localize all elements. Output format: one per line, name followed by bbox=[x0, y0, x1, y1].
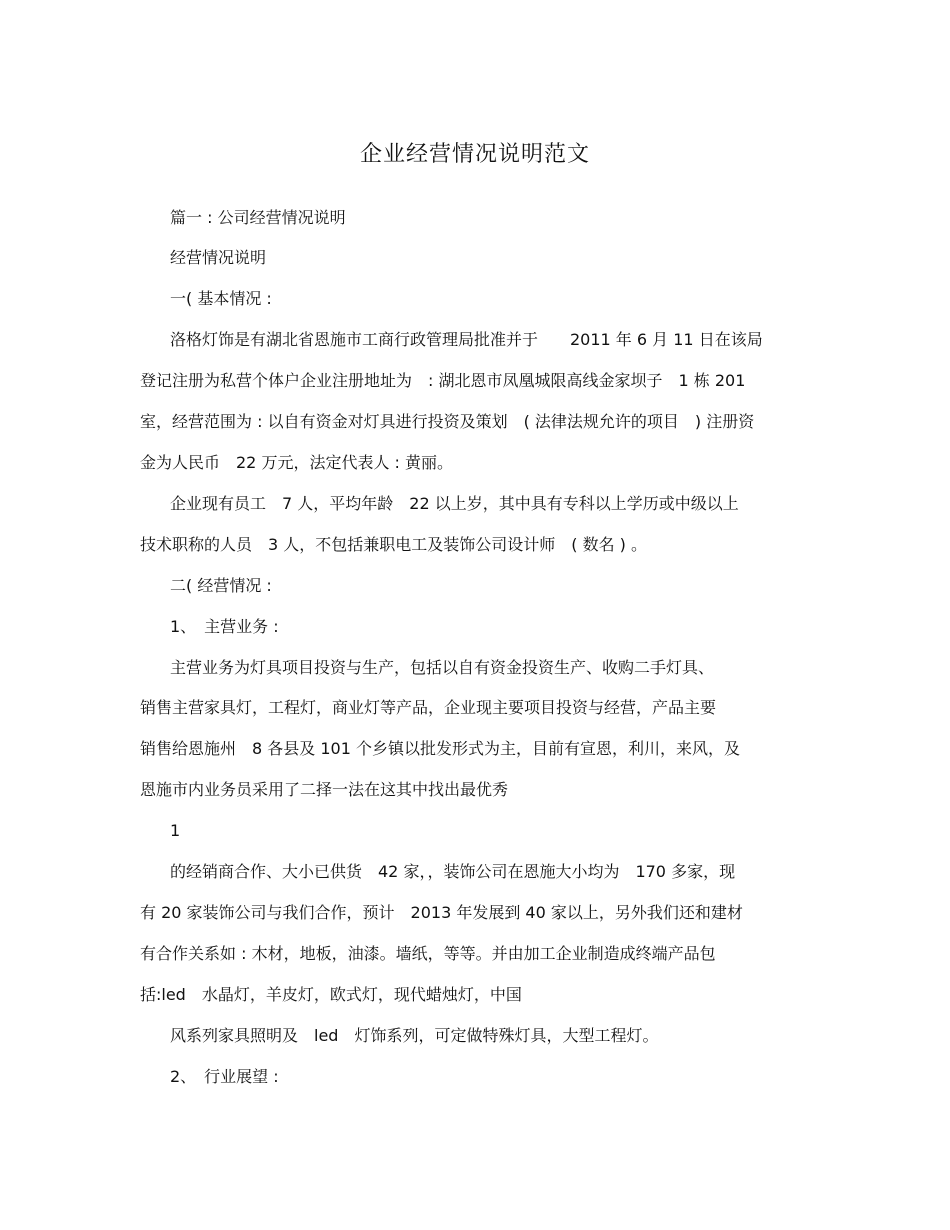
paragraph-line: 有合作关系如 : 木材，地板，油漆。墙纸，等等。并由加工企业制造成终端产品包 bbox=[140, 944, 716, 963]
heading-operation-status: 二( 经营情况 : bbox=[170, 576, 272, 595]
paragraph-line: 括:led 水晶灯，羊皮灯，欧式灯，现代蜡烛灯，中国 bbox=[140, 985, 522, 1004]
paragraph-line: 的经销商合作、大小已供货 42 家，，装饰公司在恩施大小均为 170 多家，现 bbox=[170, 862, 736, 881]
paragraph-line: 销售给恩施州 8 各县及 101 个乡镇以批发形式为主，目前有宣恩，利川，来风，及 bbox=[140, 739, 740, 758]
heading-main-business: 1、 主营业务 : bbox=[170, 617, 279, 636]
paragraph-line: 洛格灯饰是有湖北省恩施市工商行政管理局批准并于 2011 年 6 月 11 日在该局 bbox=[170, 330, 763, 349]
paragraph-line: 有 20 家装饰公司与我们合作，预计 2013 年发展到 40 家以上，另外我们还和建材 bbox=[140, 903, 743, 922]
paragraph-line: 恩施市内业务员采用了二择一法在这其中找出最优秀 bbox=[140, 780, 509, 799]
paragraph-line: 登记注册为私营个体户企业注册地址为 : 湖北恩市凤凰城限高线金家坝子 1 栋 201 bbox=[140, 371, 746, 390]
section-heading-part-1: 篇一 : 公司经营情况说明 bbox=[170, 208, 346, 227]
paragraph-line: 销售主营家具灯，工程灯，商业灯等产品，企业现主要项目投资与经营，产品主要 bbox=[140, 698, 717, 717]
heading-industry-outlook: 2、 行业展望 : bbox=[170, 1067, 279, 1086]
subheading-operation-statement: 经营情况说明 bbox=[170, 248, 267, 267]
paragraph-line: 企业现有员工 7 人，平均年龄 22 以上岁，其中具有专科以上学历或中级以上 bbox=[170, 494, 739, 513]
paragraph-line: 金为人民币 22 万元，法定代表人 : 黄丽。 bbox=[140, 453, 454, 472]
paragraph-line: 技术职称的人员 3 人，不包括兼职电工及装饰公司设计师 ( 数名 ) 。 bbox=[140, 535, 648, 554]
paragraph-line: 风系列家具照明及 led 灯饰系列，可定做特殊灯具，大型工程灯。 bbox=[170, 1026, 659, 1045]
page-number: 1 bbox=[170, 821, 181, 840]
paragraph-line: 室，经营范围为 : 以自有资金对灯具进行投资及策划 ( 法律法规允许的项目 ) 注册资 bbox=[140, 412, 755, 431]
document-title: 企业经营情况说明范文 bbox=[359, 142, 590, 167]
paragraph-line: 主营业务为灯具项目投资与生产，包括以自有资金投资生产、收购二手灯具、 bbox=[170, 658, 715, 677]
heading-basic-info: 一( 基本情况 : bbox=[170, 289, 272, 308]
